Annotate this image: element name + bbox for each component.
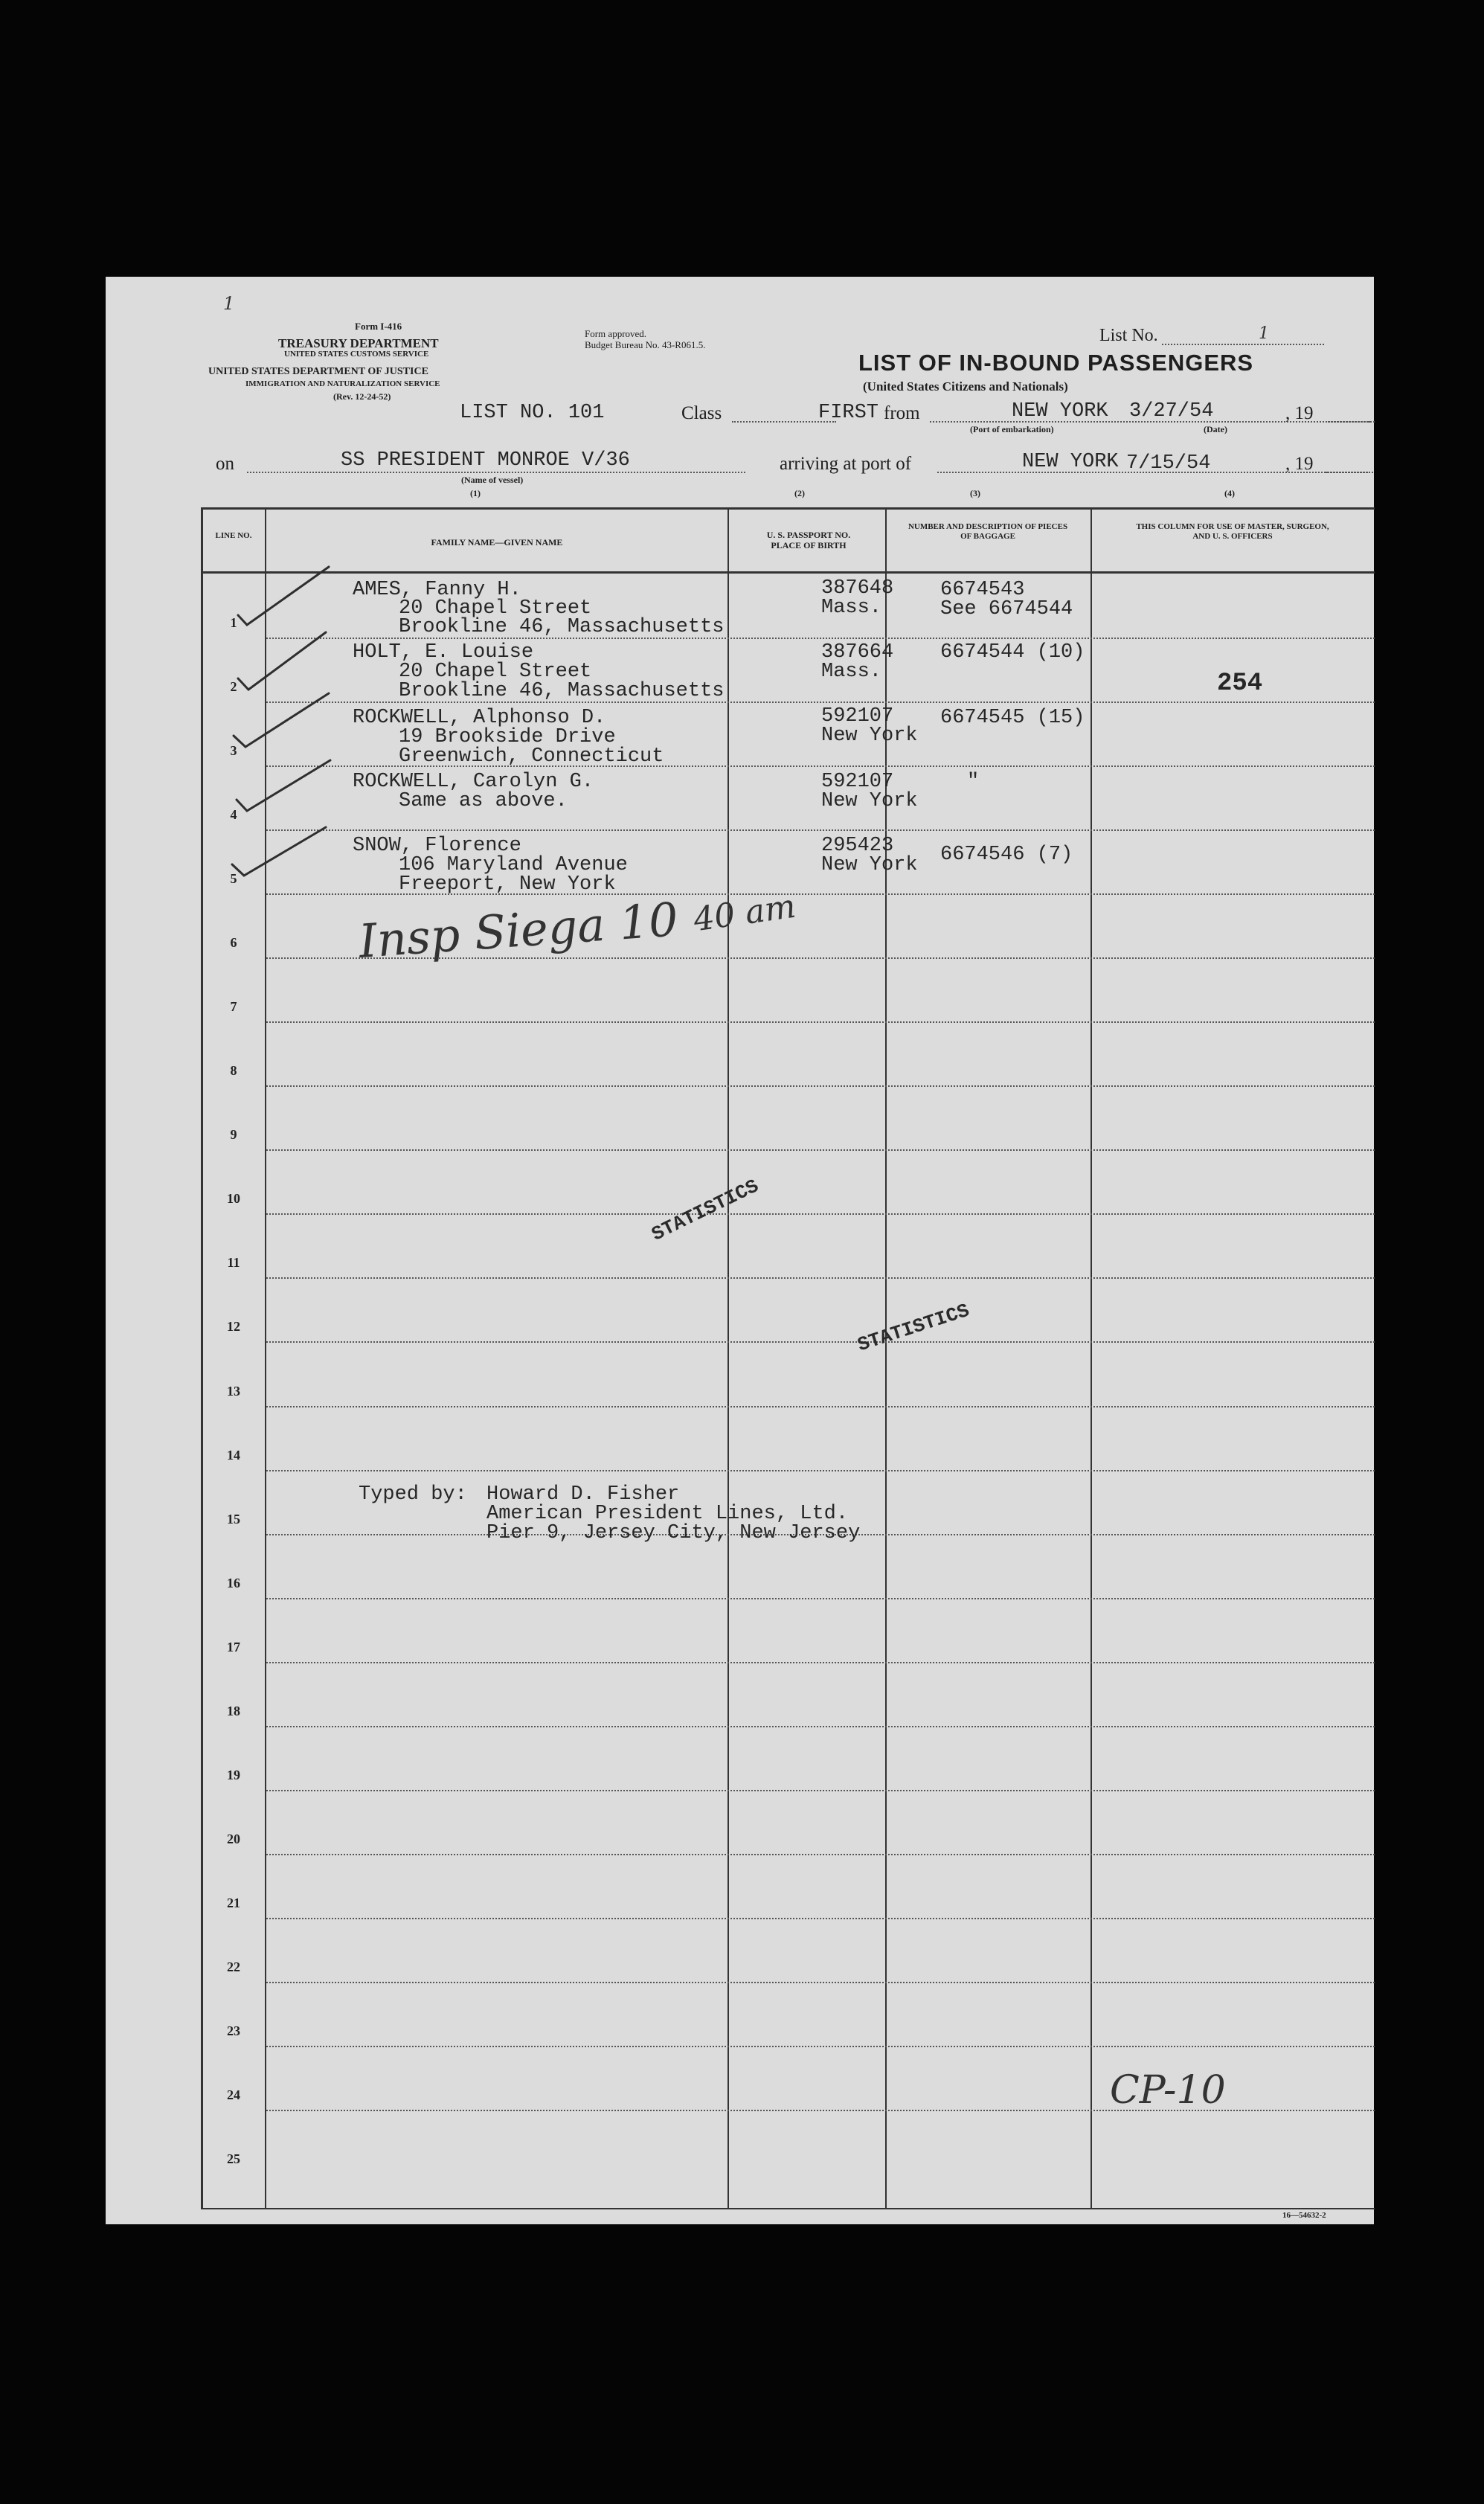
- passport-number: 387664: [821, 641, 894, 664]
- col-num-2: (2): [794, 488, 805, 498]
- manifest-page: [106, 277, 1374, 2224]
- line-number: 1: [230, 615, 237, 631]
- baggage: See 6674544: [940, 598, 1073, 620]
- check-icon: [238, 567, 329, 625]
- passenger-name: ROCKWELL, Carolyn G.: [353, 771, 594, 793]
- line-number: 21: [227, 1895, 240, 1910]
- form-approved: Form approved.: [585, 328, 647, 339]
- line-number: 5: [230, 871, 237, 887]
- baggage: 6674546 (7): [940, 844, 1073, 866]
- time-note: 40 am: [691, 887, 798, 940]
- footer-code: 16—54632-2: [1282, 2211, 1326, 2220]
- baggage: 6674544 (10): [940, 641, 1085, 664]
- page-subtitle: (United States Citizens and Nationals): [863, 379, 1068, 394]
- customs-service: UNITED STATES CUSTOMS SERVICE: [284, 350, 429, 359]
- baggage: 6674545 (15): [940, 707, 1085, 729]
- line-number: 18: [227, 1703, 240, 1718]
- date-caption: (Date): [1204, 424, 1227, 434]
- line-number: 3: [230, 743, 237, 759]
- line-number: 12: [227, 1319, 240, 1335]
- col-header-line: LINE NO.: [215, 531, 252, 540]
- place-of-birth: Mass.: [821, 661, 882, 683]
- statistics-stamp: STATISTICS: [855, 1299, 972, 1357]
- arrival-date: 7/15/54: [1126, 452, 1211, 475]
- year-label: , 19: [1285, 403, 1314, 423]
- passport-number: 295423: [821, 835, 894, 857]
- place-of-birth: Mass.: [821, 597, 882, 619]
- col-header-name: FAMILY NAME—GIVEN NAME: [431, 537, 563, 548]
- typed-by-name: Howard D. Fisher: [486, 1483, 680, 1506]
- line-number: 2: [230, 679, 237, 695]
- budget-bureau: Budget Bureau No. 43-R061.5.: [585, 339, 706, 350]
- place-of-birth: New York: [821, 790, 918, 812]
- line-number: 22: [227, 1959, 240, 1974]
- year-label-2: , 19: [1285, 454, 1314, 474]
- class-value: FIRST: [818, 402, 879, 424]
- place-of-birth: New York: [821, 854, 918, 876]
- from-label: from: [884, 403, 920, 423]
- bottom-note: CP-10: [1110, 2068, 1226, 2113]
- embark-date: 3/27/54: [1129, 400, 1214, 423]
- justice-dept: UNITED STATES DEPARTMENT OF JUSTICE: [208, 366, 428, 377]
- line-number: 19: [227, 1767, 240, 1782]
- passport-number: 592107: [821, 771, 894, 793]
- line-number: 16: [227, 1575, 240, 1590]
- line-number: 15: [227, 1511, 240, 1527]
- list-number: LIST NO. 101: [460, 402, 605, 424]
- passenger-address: Greenwich, Connecticut: [399, 745, 664, 768]
- typed-by-company: American President Lines, Ltd.: [486, 1503, 849, 1525]
- line-number: 13: [227, 1383, 240, 1399]
- treasury-dept: TREASURY DEPARTMENT: [278, 336, 439, 350]
- passport-number: 592107: [821, 705, 894, 728]
- line-number: 7: [230, 999, 237, 1015]
- passenger-address: Brookline 46, Massachusetts: [399, 680, 725, 702]
- ins-service: IMMIGRATION AND NATURALIZATION SERVICE: [245, 379, 440, 388]
- passenger-address: 20 Chapel Street: [399, 661, 592, 683]
- line-number: 20: [227, 1831, 240, 1846]
- officer-mark: 254: [1217, 670, 1263, 698]
- statistics-stamp: STATISTICS: [648, 1175, 762, 1246]
- check-icon: [238, 632, 326, 690]
- baggage: ": [967, 771, 980, 793]
- line-number: 10: [227, 1191, 240, 1207]
- check-icon: [237, 760, 330, 811]
- line-number: 4: [230, 807, 237, 823]
- typed-by-address: Pier 9, Jersey City, New Jersey: [486, 1522, 861, 1544]
- passenger-name: HOLT, E. Louise: [353, 641, 534, 664]
- passenger-address: Brookline 46, Massachusetts: [399, 616, 725, 638]
- form-number: Form I-416: [355, 321, 402, 332]
- list-no-value: 1: [1259, 324, 1269, 343]
- col-num-4: (4): [1224, 488, 1235, 498]
- page-title: LIST OF IN-BOUND PASSENGERS: [858, 350, 1254, 376]
- line-number: 25: [227, 2151, 240, 2166]
- place-of-birth: New York: [821, 725, 918, 747]
- check-icon: [232, 827, 326, 876]
- arriving-label: arriving at port of: [780, 454, 912, 474]
- passenger-name: ROCKWELL, Alphonso D.: [353, 707, 606, 729]
- passenger-address: 20 Chapel Street: [399, 597, 592, 620]
- passenger-name: AMES, Fanny H.: [353, 579, 521, 601]
- col-header-officers: THIS COLUMN FOR USE OF MASTER, SURGEON, AND U. S. OFFICERS: [1136, 522, 1329, 541]
- passport-number: 387648: [821, 577, 894, 600]
- passenger-name: SNOW, Florence: [353, 835, 521, 857]
- inspector-signature: Insp Siega 10: [356, 892, 680, 969]
- line-number: 6: [230, 935, 237, 951]
- on-label: on: [216, 454, 234, 474]
- list-no-label: List No.: [1099, 326, 1158, 345]
- line-number: 23: [227, 2023, 240, 2038]
- col-header-baggage: NUMBER AND DESCRIPTION OF PIECES OF BAGGAGE: [908, 522, 1068, 541]
- revision: (Rev. 12-24-52): [333, 391, 391, 402]
- passenger-address: 106 Maryland Avenue: [399, 854, 628, 876]
- passenger-address: Same as above.: [399, 790, 568, 812]
- col-header-passport: U. S. PASSPORT NO. PLACE OF BIRTH: [766, 530, 851, 550]
- vessel-name: SS PRESIDENT MONROE V/36: [341, 449, 630, 472]
- typed-by-label: Typed by:: [359, 1483, 467, 1506]
- passenger-address: 19 Brookside Drive: [399, 726, 616, 748]
- col-num-3: (3): [970, 488, 980, 498]
- corner-mark: 1: [223, 293, 235, 314]
- arrival-port: NEW YORK: [1022, 451, 1119, 473]
- line-number: 17: [227, 1639, 240, 1654]
- embark-port: NEW YORK: [1012, 400, 1108, 423]
- col-num-1: (1): [470, 488, 481, 498]
- port-caption: (Port of embarkation): [970, 424, 1054, 434]
- line-number: 9: [230, 1127, 237, 1143]
- passenger-address: Freeport, New York: [399, 873, 616, 896]
- class-label: Class: [681, 403, 722, 423]
- vessel-caption: (Name of vessel): [461, 475, 524, 485]
- line-number: 24: [227, 2087, 240, 2102]
- baggage: 6674543: [940, 579, 1025, 601]
- line-number: 11: [227, 1255, 240, 1271]
- check-marks: [106, 277, 1374, 2224]
- line-number: 14: [227, 1447, 240, 1463]
- check-icon: [234, 693, 329, 747]
- line-number: 8: [230, 1063, 237, 1079]
